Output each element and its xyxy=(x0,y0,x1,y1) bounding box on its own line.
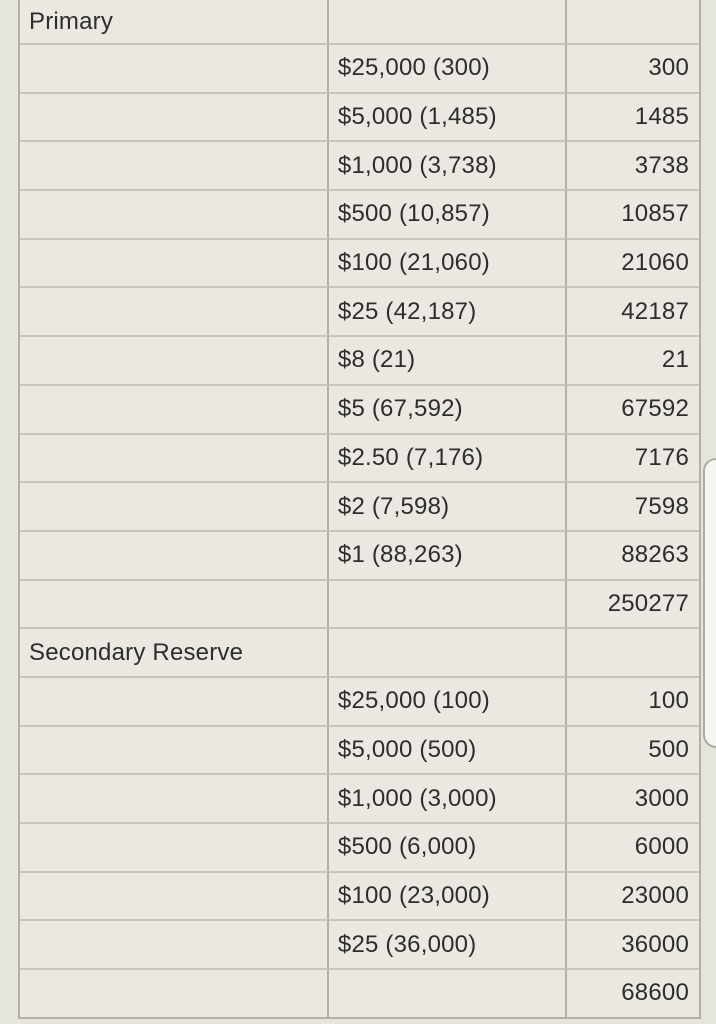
empty-cell xyxy=(20,773,329,822)
table-row xyxy=(20,238,699,287)
count-cell: 67592 xyxy=(567,384,699,433)
denomination-cell: $25 (36,000) xyxy=(329,919,567,968)
table-row xyxy=(20,384,699,433)
empty-cell xyxy=(20,43,329,92)
table-row xyxy=(20,676,699,725)
table-row xyxy=(20,140,699,189)
empty-cell xyxy=(20,676,329,725)
count-cell: 500 xyxy=(567,725,699,774)
empty-cell xyxy=(20,238,329,287)
empty-cell xyxy=(20,189,329,238)
empty-cell xyxy=(567,627,699,676)
count-cell: 10857 xyxy=(567,189,699,238)
denomination-cell: $500 (10,857) xyxy=(329,189,567,238)
empty-cell xyxy=(20,968,329,1017)
section-label-cell: Secondary Reserve xyxy=(20,627,329,676)
table-row xyxy=(20,286,699,335)
empty-cell xyxy=(329,627,567,676)
empty-cell xyxy=(20,92,329,141)
scrollbar-thumb[interactable] xyxy=(703,458,716,748)
empty-cell xyxy=(20,384,329,433)
denominations-table-body xyxy=(20,0,699,1017)
denomination-cell: $25 (42,187) xyxy=(329,286,567,335)
count-cell: 100 xyxy=(567,676,699,725)
total-cell: 68600 xyxy=(567,968,699,1017)
denomination-cell: $5,000 (500) xyxy=(329,725,567,774)
table-row xyxy=(20,725,699,774)
table-row xyxy=(20,919,699,968)
empty-cell xyxy=(20,871,329,920)
denomination-cell: $2.50 (7,176) xyxy=(329,433,567,482)
table-row xyxy=(20,335,699,384)
table-row xyxy=(20,871,699,920)
empty-cell xyxy=(20,286,329,335)
denomination-cell: $5 (67,592) xyxy=(329,384,567,433)
denomination-cell: $25,000 (100) xyxy=(329,676,567,725)
section-total-row xyxy=(20,968,699,1017)
empty-cell xyxy=(329,0,567,43)
empty-cell xyxy=(20,140,329,189)
total-cell: 250277 xyxy=(567,579,699,628)
table-row xyxy=(20,43,699,92)
table-row xyxy=(20,773,699,822)
empty-cell xyxy=(20,725,329,774)
count-cell: 7598 xyxy=(567,481,699,530)
denomination-cell: $100 (21,060) xyxy=(329,238,567,287)
count-cell: 42187 xyxy=(567,286,699,335)
denominations-table xyxy=(18,0,701,1019)
count-cell: 88263 xyxy=(567,530,699,579)
denomination-cell: $2 (7,598) xyxy=(329,481,567,530)
empty-cell xyxy=(567,0,699,43)
table-row xyxy=(20,822,699,871)
empty-cell xyxy=(20,481,329,530)
section-header-row xyxy=(20,0,699,43)
count-cell: 21060 xyxy=(567,238,699,287)
section-total-row xyxy=(20,579,699,628)
empty-cell xyxy=(20,530,329,579)
count-cell: 3738 xyxy=(567,140,699,189)
table-row xyxy=(20,530,699,579)
count-cell: 7176 xyxy=(567,433,699,482)
denomination-cell: $1,000 (3,000) xyxy=(329,773,567,822)
count-cell: 23000 xyxy=(567,871,699,920)
count-cell: 300 xyxy=(567,43,699,92)
count-cell: 21 xyxy=(567,335,699,384)
table-row xyxy=(20,481,699,530)
empty-cell xyxy=(20,822,329,871)
empty-cell xyxy=(20,919,329,968)
empty-cell xyxy=(20,433,329,482)
denomination-cell: $1 (88,263) xyxy=(329,530,567,579)
denomination-cell: $25,000 (300) xyxy=(329,43,567,92)
count-cell: 36000 xyxy=(567,919,699,968)
denomination-cell: $500 (6,000) xyxy=(329,822,567,871)
empty-cell xyxy=(329,579,567,628)
count-cell: 3000 xyxy=(567,773,699,822)
denomination-cell: $8 (21) xyxy=(329,335,567,384)
empty-cell xyxy=(329,968,567,1017)
table-row xyxy=(20,433,699,482)
denomination-cell: $5,000 (1,485) xyxy=(329,92,567,141)
section-header-row xyxy=(20,627,699,676)
section-label-cell: Primary xyxy=(20,0,329,43)
count-cell: 6000 xyxy=(567,822,699,871)
empty-cell xyxy=(20,579,329,628)
denomination-cell: $100 (23,000) xyxy=(329,871,567,920)
empty-cell xyxy=(20,335,329,384)
table-row xyxy=(20,92,699,141)
table-row xyxy=(20,189,699,238)
denomination-cell: $1,000 (3,738) xyxy=(329,140,567,189)
count-cell: 1485 xyxy=(567,92,699,141)
